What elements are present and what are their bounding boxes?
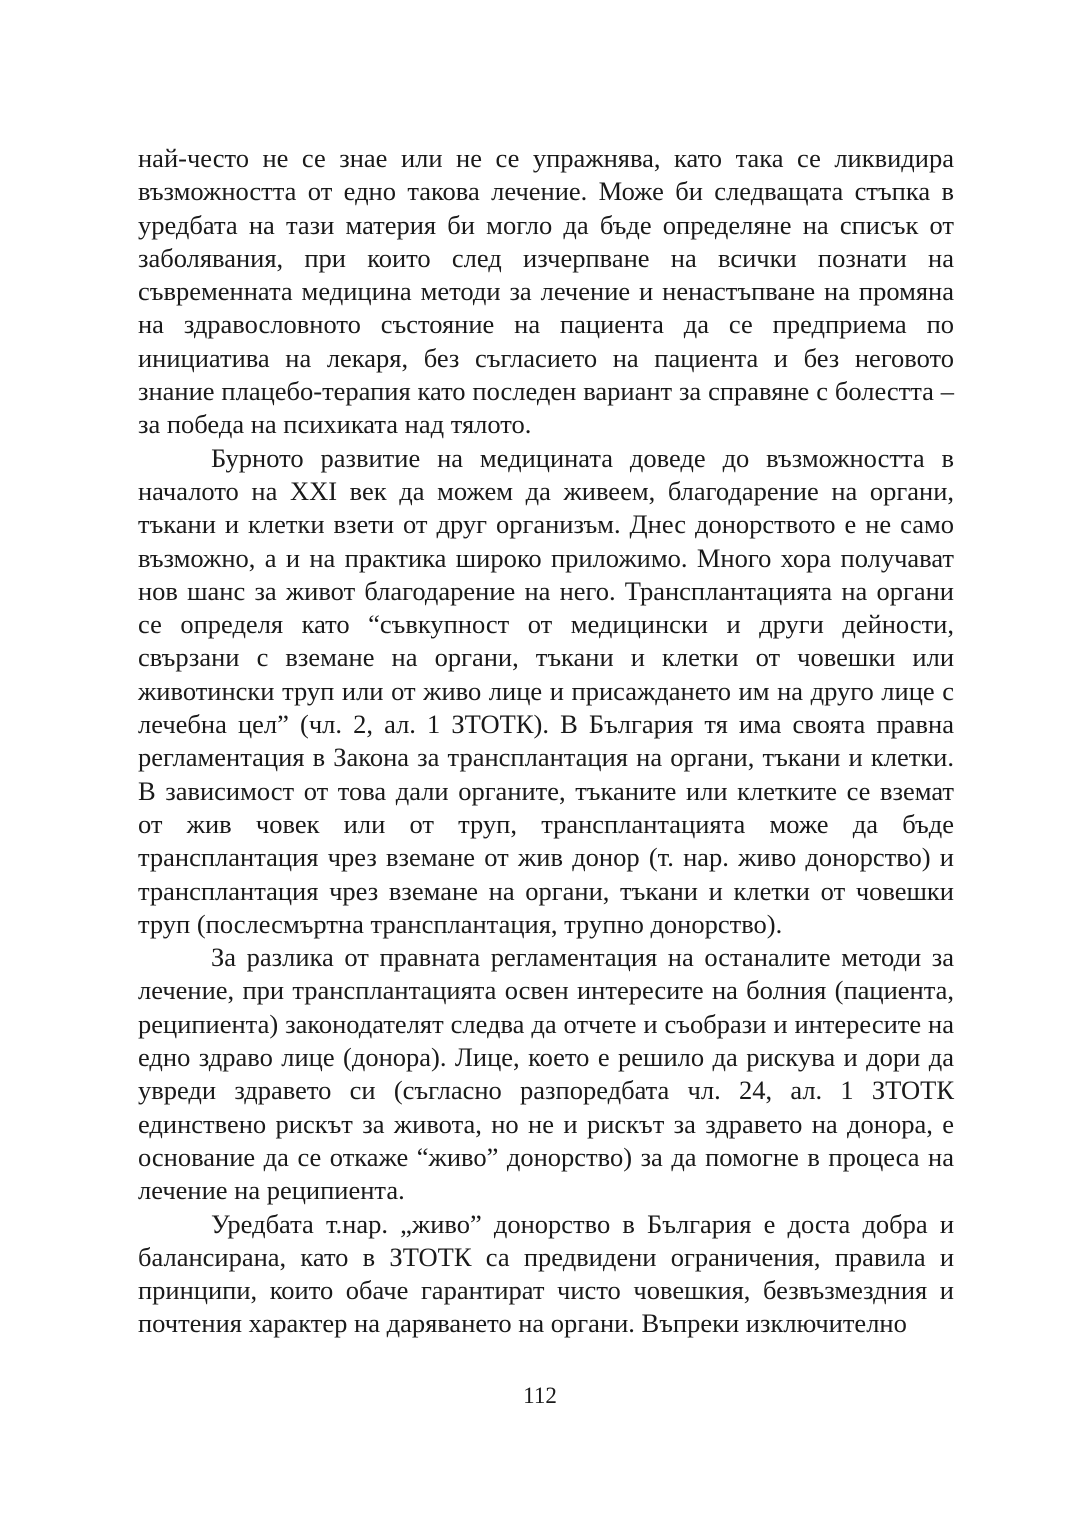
- paragraph-transplantation-intro: Бурното развитие на медицината доведе до възможността в началото на XXI век да можем да живеем, благодарение на органи, тъкани и клетки взети от друг организъм. Днес донорството е не само възможно, а и на практика широко приложимо. Много хора получават нов шанс за живот благодарение на него. Трансплантацията на органи се определя като “съвкупност от медицински и други дейности, свързани с вземане на органи, тъкани и клетки от човешки или животински труп или от живо лице и присаждането им на друго лице с лечебна цел” (чл. 2, ал. 1 ЗТОТК). В България тя има своята правна регламентация в Закона за трансплантация на органи, тъкани и клетки. В зависимост от това дали органите, тъканите или клетките се вземат от жив човек или от труп, трансплантацията може да бъде трансплантация чрез вземане от жив донор (т. нар. живо донорство) и трансплантация чрез вземане на органи, тъкани и клетки от човешки труп (послесмъртна трансплантация, трупно донорство).: [138, 442, 954, 939]
- page-number: 112: [523, 1383, 557, 1408]
- paragraph-donor-interests: За разлика от правната регламентация на останалите методи за лечение, при трансплантацията освен интересите на болния (пациента, реципиента) законодателят следва да отчете и съобрази и интересите на едно здраво лице (донора). Лице, което е решило да рискува и дори да увреди здравето си (съгласно разпоредбата чл. 24, ал. 1 ЗТОТК единствено рискът за живота, но не и рискът за здравето на донора, е основание да се откаже “живо” донорство) за да помогне в процеса на лечение на реципиента.: [138, 942, 954, 1206]
- body-text: [138, 142, 954, 1341]
- paragraph-living-donation: Уредбата т.нар. „живо” донорство в България е доста добра и балансирана, като в ЗТОТК са предвидени ограничения, правила и принципи, които обаче гарантират чисто човешкия, безвъзмездния и почтения характер на даряването на органи. Въпреки изключително: [138, 1208, 954, 1339]
- paragraph-continuation: най-често не се знае или не се упражнява, като така се ликвидира възможността от едно такова лечение. Може би следващата стъпка в уредбата на тази материя би могло да бъде определяне на списък от заболявания, при които след изчерпване на всички познати на съвременната медицина методи за лечение и ненастъпване на промяна на здравословното състояние на пациента да се предприема по инициатива на лекаря, без съгласието на пациента и без неговото знание плацебо-терапия като последен вариант за справяне с болестта – за победа на психиката над тялото.: [138, 143, 954, 440]
